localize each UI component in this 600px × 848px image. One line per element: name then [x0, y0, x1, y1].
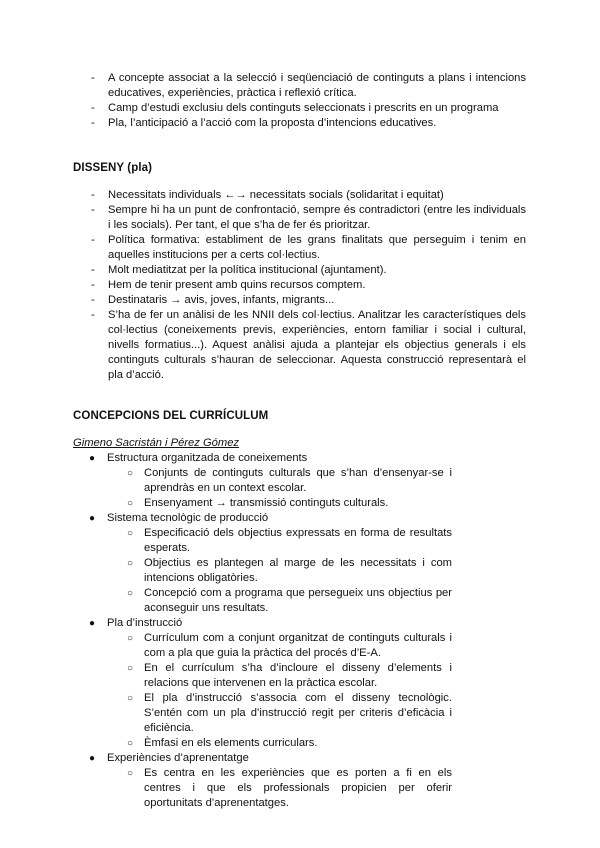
list-item-text: Estructura organitzada de coneixements: [107, 452, 308, 464]
sublist-item-text: Es centra en les experiències que es porten a fi en els centres i que els professionals propicien per oferir oportunitats d’aprenentatges.: [144, 767, 452, 809]
list-item: [0, 511, 600, 616]
list-item-text: Hem de tenir present amb quins recursos comptem.: [108, 279, 366, 291]
sublist: [107, 766, 526, 811]
list-item: - Hem de tenir present amb quins recursos comptem.: [91, 279, 366, 291]
sublist-item: [0, 661, 526, 691]
sublist-item: [0, 496, 526, 511]
list-item: - Sempre hi ha un punt de confrontació, sempre és contradictori (entre les individuals i les socials). Per tant, el que s’ha de fer és prioritzar.: [91, 204, 526, 231]
circle-bullet-icon: ○: [127, 558, 134, 569]
sublist-item: [0, 736, 526, 751]
list-item: - Camp d’estudi exclusiu dels continguts seleccionats i prescrits en un programa: [91, 102, 499, 114]
circle-bullet-icon: ○: [127, 498, 134, 509]
sublist-item-text: El pla d’instrucció s’associa com el disseny tecnològic. S’entén com un pla d’instrucció regit per criteris d’eficàcia i eficiència.: [144, 692, 452, 734]
circle-bullet-icon: ○: [127, 738, 134, 749]
list-item-text: Experiències d’aprenentatge: [107, 752, 249, 764]
list-item-text: S’ha de fer un anàlisi de les NNII dels col·lectius. Analitzar les característiques dels col·lectius (coneixements previs, experiències, entorn familiar i social i cultural, nivells formatius...). Aquest anàlisi ajuda a plantejar els objectius generals i els continguts culturals s’hauran de seleccionar. Aquesta construcció representarà el pla d’acció.: [108, 309, 526, 381]
sublist-item: [0, 691, 526, 736]
list-item-text: A concepte associat a la selecció i seqüenciació de continguts a plans i intencions educatives, experiències, pràctica i reflexió crítica.: [108, 72, 526, 99]
disseny-section: [0, 188, 600, 383]
sublist: [107, 631, 526, 751]
list-item-text: Sempre hi ha un punt de confrontació, sempre és contradictori (entre les individuals i les socials). Per tant, el que s’ha de fer és prioritzar.: [108, 204, 526, 231]
circle-bullet-icon: ○: [127, 468, 134, 479]
list-item: - Destinataris → avis, joves, infants, migrants...: [91, 294, 335, 306]
list-item: - Política formativa: establiment de les grans finalitats que perseguim i tenim en aquelles institucions per a certs col·lectius.: [91, 234, 526, 261]
circle-bullet-icon: ○: [127, 588, 134, 599]
list-item: [0, 451, 600, 511]
disseny-list: [0, 188, 600, 383]
list-item-text: Destinataris → avis, joves, infants, migrants...: [108, 294, 335, 306]
circle-bullet-icon: ○: [127, 693, 134, 704]
sublist-item-text: Concepció com a programa que persegueix uns objectius per aconseguir uns resultats.: [144, 587, 452, 614]
list-item: [0, 616, 600, 751]
list-item-text: Política formativa: establiment de les grans finalitats que perseguim i tenim en aquelles institucions per a certs col·lectius.: [108, 234, 526, 261]
sublist-item-text: Currículum com a conjunt organitzat de continguts culturals i com a pla que guia la pràctica del procés d’E-A.: [144, 632, 452, 659]
circle-bullet-icon: ○: [127, 663, 134, 674]
list-item-text: Molt mediatitzat per la política institucional (ajuntament).: [108, 264, 387, 276]
section-heading-disseny: DISSENY (pla): [73, 162, 153, 174]
sublist-item-text: Conjunts de continguts culturals que s’han d’ensenyar-se i aprendràs en un context escolar.: [144, 467, 452, 494]
bullet-icon: ●: [89, 453, 96, 464]
list-item-text: Sistema tecnològic de producció: [107, 512, 269, 524]
circle-bullet-icon: ○: [127, 633, 134, 644]
sublist-item: [0, 631, 526, 661]
list-item: [0, 751, 600, 811]
concepcions-section: [0, 451, 600, 811]
list-item: - Pla, l’anticipació a l’acció com la proposta d’intencions educatives.: [91, 117, 437, 129]
sublist-item: [0, 556, 526, 586]
concepcions-list: [0, 451, 600, 811]
sublist-item: [0, 466, 526, 496]
intro-section: [0, 71, 600, 131]
section-heading-concepcions: CONCEPCIONS DEL CURRÍCULUM: [73, 410, 269, 422]
list-item-text: Necessitats individuals ←→ necessitats socials (solidaritat i equitat): [108, 189, 444, 201]
sublist-item: [0, 586, 526, 616]
author-reference: Gimeno Sacristán i Pérez Gómez: [73, 437, 240, 449]
list-item-text: Pla, l’anticipació a l’acció com la proposta d’intencions educatives.: [108, 117, 437, 129]
sublist: [107, 466, 526, 511]
bullet-icon: ●: [89, 618, 96, 629]
sublist-item: [0, 526, 526, 556]
list-item-text: Camp d’estudi exclusiu dels continguts seleccionats i prescrits en un programa: [108, 102, 499, 114]
bullet-icon: ●: [89, 753, 96, 764]
sublist-item-text: Especificació dels objectius expressats en forma de resultats esperats.: [144, 527, 452, 554]
list-item: - Necessitats individuals ←→ necessitats socials (solidaritat i equitat): [91, 189, 444, 201]
list-item-text: Pla d’instrucció: [107, 617, 183, 629]
sublist-item-text: Ensenyament → transmissió continguts culturals.: [144, 497, 389, 509]
intro-list: [0, 71, 600, 131]
sublist: [107, 526, 526, 616]
list-item: - Molt mediatitzat per la política institucional (ajuntament).: [91, 264, 387, 276]
sublist-item-text: En el currículum s’ha d’incloure el disseny d’elements i relacions que intervenen en la pràctica escolar.: [144, 662, 452, 689]
bullet-icon: ●: [89, 513, 96, 524]
circle-bullet-icon: ○: [127, 768, 134, 779]
list-item: - S’ha de fer un anàlisi de les NNII dels col·lectius. Analitzar les característiques dels col·lectius (coneixements previs, experiències, entorn familiar i social i cultural, nivells formatius...). Aquest anàlisi ajuda a plantejar els objectius generals i els continguts culturals s’hauran de seleccionar. Aquesta construcció representarà el pla d’acció.: [91, 309, 526, 381]
sublist-item-text: Objectius es plantegen al marge de les necessitats i com intencions obligatòries.: [144, 557, 452, 584]
sublist-item: [0, 766, 526, 811]
circle-bullet-icon: ○: [127, 528, 134, 539]
list-item: - A concepte associat a la selecció i seqüenciació de continguts a plans i intencions educatives, experiències, pràctica i reflexió crítica.: [91, 72, 526, 99]
sublist-item-text: Èmfasi en els elements curriculars.: [144, 737, 318, 749]
